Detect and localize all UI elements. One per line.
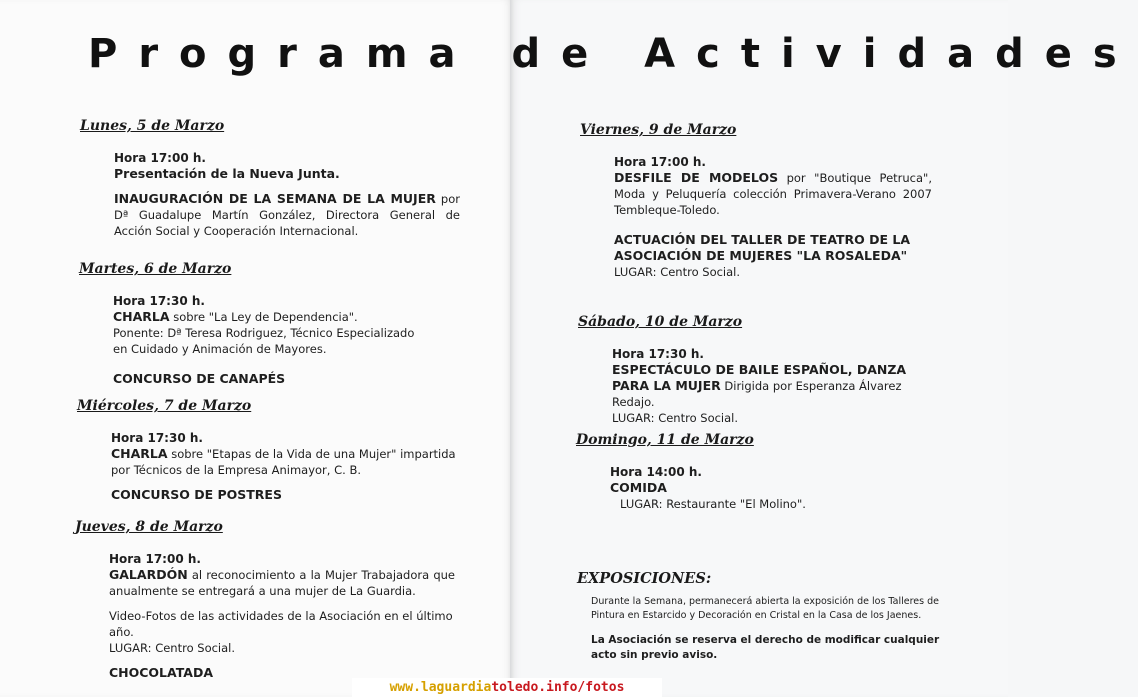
event-hour: Hora 17:30 h. bbox=[111, 431, 203, 445]
day-heading: Lunes, 5 de Marzo bbox=[80, 118, 225, 134]
event-hour: Hora 17:30 h. bbox=[612, 347, 704, 361]
event-description: GALARDÓN al reconocimiento a la Mujer Trabajadora que anualmente se entregará a una mujer de La Guardia. bbox=[109, 567, 455, 598]
exhibitions-text: Durante la Semana, permanecerá abierta la exposición de los Talleres de Pintura en Estarcido y Decoración en Cristal en la Casa de los Jaenes. bbox=[591, 596, 939, 621]
exhibitions-notice: La Asociación se reserva el derecho de modificar cualquier acto sin previo aviso. bbox=[591, 634, 940, 661]
day-heading: Jueves, 8 de Marzo bbox=[75, 519, 223, 535]
event-location: LUGAR: Centro Social. bbox=[612, 411, 739, 425]
event-location: LUGAR: Centro Social. bbox=[614, 265, 741, 279]
event-extra: CONCURSO DE CANAPÉS bbox=[113, 371, 286, 386]
event-note: Video-Fotos de las actividades de la Asociación en el último año. bbox=[109, 609, 453, 639]
day-heading: Domingo, 11 de Marzo bbox=[576, 432, 754, 448]
event-hour: Hora 14:00 h. bbox=[610, 465, 702, 479]
event-hour: Hora 17:00 h. bbox=[614, 155, 706, 169]
day-block-lunes bbox=[80, 118, 460, 239]
event-line: Presentación de la Nueva Junta. bbox=[114, 166, 340, 181]
exhibitions-block bbox=[577, 570, 959, 663]
day-heading: Miércoles, 7 de Marzo bbox=[77, 398, 252, 414]
day-heading: Martes, 6 de Marzo bbox=[79, 261, 232, 277]
day-heading: Sábado, 10 de Marzo bbox=[578, 314, 743, 330]
event-location: LUGAR: Centro Social. bbox=[109, 641, 236, 655]
event-speaker: Ponente: Dª Teresa Rodriguez, Técnico Especializado en Cuidado y Animación de Mayores. bbox=[113, 326, 415, 356]
event-description: DESFILE DE MODELOS por "Boutique Petruca", Moda y Peluquería colección Primavera-Verano 2007 Tembleque-Toledo. bbox=[614, 170, 932, 217]
day-block-sabado bbox=[578, 314, 938, 426]
day-block-domingo bbox=[576, 432, 936, 512]
footer-url-part2: toledo.info/fotos bbox=[491, 680, 625, 695]
event-hour: Hora 17:00 h. bbox=[109, 552, 201, 566]
day-block-jueves bbox=[75, 519, 455, 681]
day-block-miercoles bbox=[77, 398, 457, 503]
day-heading: Viernes, 9 de Marzo bbox=[580, 122, 737, 138]
program-title: Programa de Actividades bbox=[88, 31, 1138, 77]
footer-url-part1: www.laguardia bbox=[389, 680, 492, 695]
page-fold bbox=[510, 0, 514, 697]
footer-watermark-url[interactable] bbox=[352, 678, 662, 697]
event-description: CHARLA sobre "Etapas de la Vida de una Mujer" impartida por Técnicos de la Empresa Animayor, C. B. bbox=[111, 446, 456, 477]
event-description-2: ACTUACIÓN DEL TALLER DE TEATRO DE LA ASOCIACIÓN DE MUJERES "LA ROSALEDA" bbox=[614, 232, 911, 263]
event-description: INAUGURACIÓN DE LA SEMANA DE LA MUJER por Dª Guadalupe Martín González, Directora General de Acción Social y Cooperación Internacional. bbox=[114, 191, 460, 238]
exhibitions-title: EXPOSICIONES: bbox=[577, 570, 712, 587]
event-description: COMIDA bbox=[610, 480, 667, 495]
day-block-viernes bbox=[580, 122, 932, 280]
event-extra: CHOCOLATADA bbox=[109, 665, 214, 680]
day-block-martes bbox=[79, 261, 459, 387]
event-description: CHARLA sobre "La Ley de Dependencia". bbox=[113, 309, 358, 324]
event-extra: CONCURSO DE POSTRES bbox=[111, 487, 282, 502]
event-description: ESPECTÁCULO DE BAILE ESPAÑOL, DANZA PARA LA MUJER Dirigida por Esperanza Álvarez Redajo. bbox=[612, 362, 907, 409]
event-hour: Hora 17:30 h. bbox=[113, 294, 205, 308]
event-location: LUGAR: Restaurante "El Molino". bbox=[620, 497, 806, 511]
event-hour: Hora 17:00 h. bbox=[114, 151, 206, 165]
